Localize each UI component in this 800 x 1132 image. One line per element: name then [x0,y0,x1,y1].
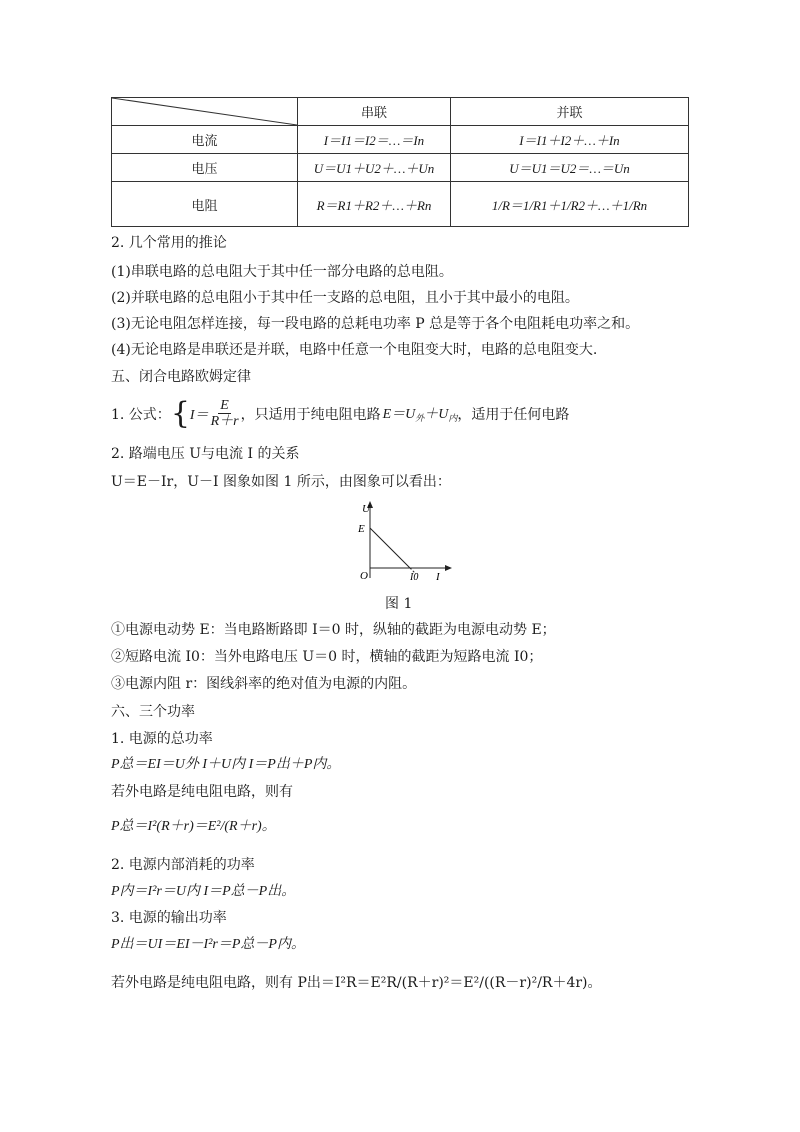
power-2-equation: P内＝I²r＝U内 I＝P总－P出。 [111,884,296,899]
header-series: 串联 [298,98,451,126]
origin-label: O [360,570,368,582]
series-cell: R＝R1＋R2＋…＋Rn [298,182,451,227]
ui-graph [350,498,460,586]
figure-note-1: ①电源电动势 E：当电路断路即 I＝0 时，纵轴的截距为电源电动势 E； [111,622,556,638]
ui-line [370,528,410,568]
power-2-title: 2. 电源内部消耗的功率 [111,857,255,873]
inference-1: (1)串联电路的总电阻大于其中任一部分电路的总电阻。 [111,264,453,280]
parallel-cell: 1/R＝1/R1＋1/R2＋…＋1/Rn [451,182,689,227]
formula-line: 1. 公式： { I＝ $\frac{E}{R+r}$ ，只适用于纯电阻电路 $E=U_外+U_内$ ，适用于任何电路 [111,395,570,431]
figure-caption: 图 1 [385,596,413,612]
heading-three-powers: 六、三个功率 [111,704,195,720]
power-3-pure-text: 若外电路是纯电阻电路，则有 P出＝I²R＝E²R/(R＋r)²＝E²/((R－r)²/R＋4r)。 [111,975,602,991]
series-cell: U＝U1＋U2＋…＋Un [298,154,451,182]
power-3-equation: P出＝UI＝EI－I²r＝P总－P内。 [111,937,305,952]
parallel-cell: I＝I1＋I2＋…＋In [451,126,689,154]
table-row [112,154,689,182]
series-cell: I＝I1＝I2＝…＝In [298,126,451,154]
power-1-title: 1. 电源的总功率 [111,731,213,747]
heading-closed-circuit: 五、闭合电路欧姆定律 [111,369,251,385]
table-row [112,182,689,227]
inference-4: (4)无论电路是串联还是并联，电路中任意一个电阻变大时，电路的总电阻变大. [111,342,598,358]
table-corner-cell [112,98,298,126]
formula-prefix: 1. 公式： [111,406,171,423]
axis-label-i: I [436,571,440,583]
formula-text-a: ，只适用于纯电阻电路 [240,406,381,423]
figure-note-2: ②短路电流 I0：当外电路电压 U＝0 时，横轴的截距为短路电流 I0； [111,649,543,665]
series-parallel-table [111,97,689,227]
power-1-equation: P总＝EI＝U外 I＋U内 I＝P出＋P内。 [111,757,341,772]
section-title-ui: 2. 路端电压 U与电流 I 的关系 [111,446,300,462]
row-label: 电压 [112,154,298,182]
inference-3: (3)无论电阻怎样连接，每一段电路的总耗电功率 P 总是等于各个电阻耗电功率之和。 [111,316,640,332]
left-brace: { [170,395,190,431]
formula-text-b: ，适用于任何电路 [457,406,570,423]
parallel-cell: U＝U1＝U2＝…＝Un [451,154,689,182]
row-label: 电流 [112,126,298,154]
power-1-pure-equation: P总＝I²(R＋r)＝E²/(R＋r)。 [111,819,276,834]
table-row [112,126,689,154]
i0-label: I0 [410,572,419,583]
power-3-title: 3. 电源的输出功率 [111,910,227,926]
x-axis-arrow [445,565,452,571]
section-title-inferences: 2. 几个常用的推论 [111,235,227,251]
row-label: 电阻 [112,182,298,227]
section-desc-ui: U＝E－Ir，U－I 图象如图 1 所示，由图象可以看出： [111,474,451,490]
inference-2: (2)并联电路的总电阻小于其中任一支路的总电阻，且小于其中最小的电阻。 [111,290,579,306]
axis-label-u: U [362,503,370,515]
header-parallel: 并联 [451,98,689,126]
figure-note-3: ③电源内阻 r：图线斜率的绝对值为电源的内阻。 [111,676,417,692]
diagonal-line [112,98,297,125]
e-label: E [358,523,365,535]
pure-resistance-text: 若外电路是纯电阻电路，则有 [111,784,293,800]
